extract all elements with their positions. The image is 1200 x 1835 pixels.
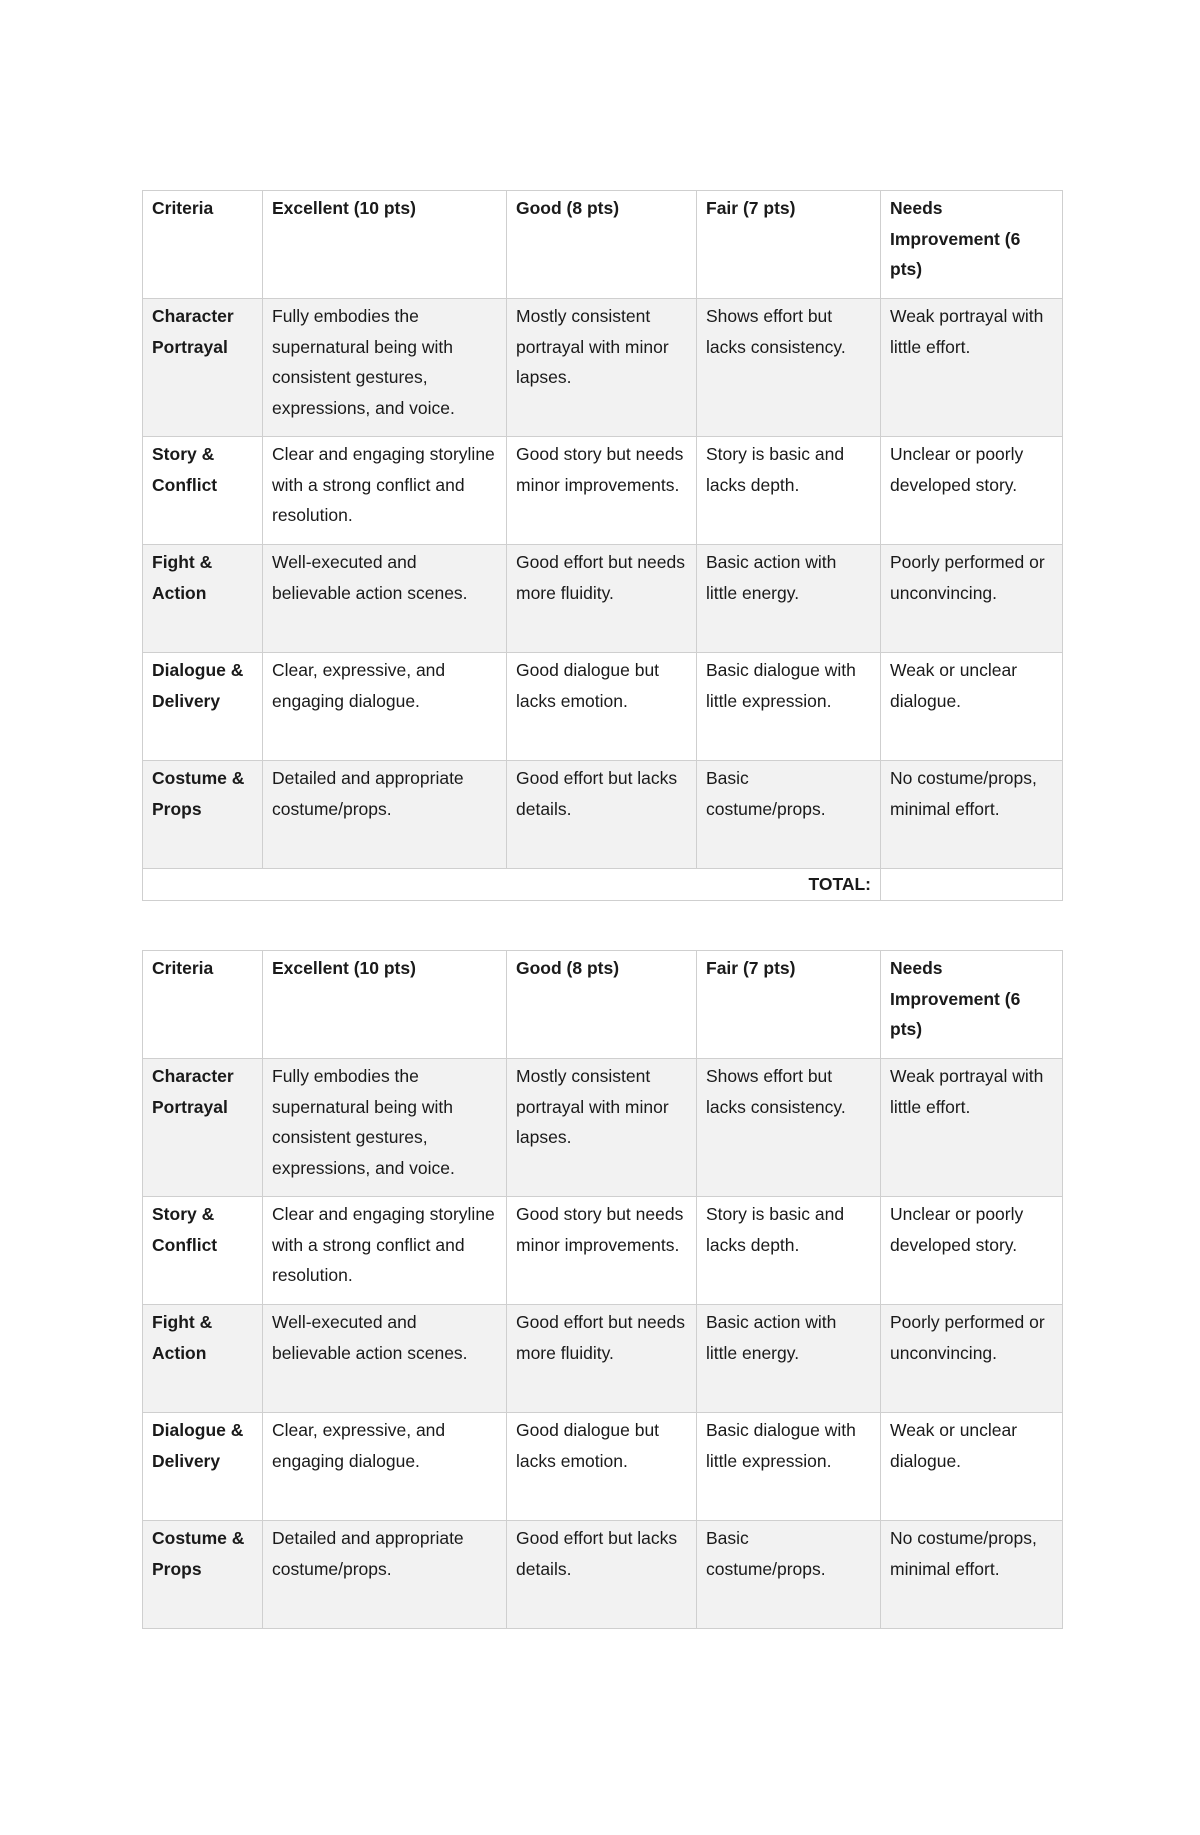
criteria-cell: Fight & Action bbox=[143, 1305, 263, 1413]
table-row bbox=[143, 653, 1063, 761]
needs-cell: Weak portrayal with little effort. bbox=[881, 299, 1063, 437]
table-row bbox=[143, 1197, 1063, 1305]
good-cell: Good story but needs minor improvements. bbox=[507, 1197, 697, 1305]
table-row bbox=[143, 437, 1063, 545]
table-row bbox=[143, 545, 1063, 653]
total-value bbox=[881, 869, 1063, 901]
header-criteria: Criteria bbox=[143, 951, 263, 1059]
excellent-cell: Well-executed and believable action scenes. bbox=[263, 1305, 507, 1413]
table-row bbox=[143, 299, 1063, 437]
fair-cell: Basic dialogue with little expression. bbox=[697, 653, 881, 761]
excellent-cell: Fully embodies the supernatural being with consistent gestures, expressions, and voice. bbox=[263, 299, 507, 437]
fair-cell: Shows effort but lacks consistency. bbox=[697, 299, 881, 437]
header-criteria: Criteria bbox=[143, 191, 263, 299]
fair-cell: Basic costume/props. bbox=[697, 761, 881, 869]
needs-cell: Weak or unclear dialogue. bbox=[881, 1413, 1063, 1521]
good-cell: Good effort but needs more fluidity. bbox=[507, 1305, 697, 1413]
needs-cell: Weak portrayal with little effort. bbox=[881, 1059, 1063, 1197]
needs-cell: No costume/props, minimal effort. bbox=[881, 1521, 1063, 1629]
fair-cell: Story is basic and lacks depth. bbox=[697, 437, 881, 545]
fair-cell: Basic action with little energy. bbox=[697, 545, 881, 653]
table-row bbox=[143, 761, 1063, 869]
needs-cell: Poorly performed or unconvincing. bbox=[881, 1305, 1063, 1413]
header-excellent: Excellent (10 pts) bbox=[263, 191, 507, 299]
fair-cell: Shows effort but lacks consistency. bbox=[697, 1059, 881, 1197]
fair-cell: Basic dialogue with little expression. bbox=[697, 1413, 881, 1521]
needs-cell: Weak or unclear dialogue. bbox=[881, 653, 1063, 761]
header-needs-improvement: Needs Improvement (6 pts) bbox=[881, 191, 1063, 299]
needs-cell: Unclear or poorly developed story. bbox=[881, 1197, 1063, 1305]
criteria-cell: Dialogue & Delivery bbox=[143, 653, 263, 761]
excellent-cell: Clear and engaging storyline with a strong conflict and resolution. bbox=[263, 437, 507, 545]
table-row bbox=[143, 1059, 1063, 1197]
excellent-cell: Clear, expressive, and engaging dialogue. bbox=[263, 1413, 507, 1521]
header-excellent: Excellent (10 pts) bbox=[263, 951, 507, 1059]
criteria-cell: Fight & Action bbox=[143, 545, 263, 653]
needs-cell: Poorly performed or unconvincing. bbox=[881, 545, 1063, 653]
good-cell: Mostly consistent portrayal with minor lapses. bbox=[507, 299, 697, 437]
header-needs-improvement: Needs Improvement (6 pts) bbox=[881, 951, 1063, 1059]
criteria-cell: Character Portrayal bbox=[143, 1059, 263, 1197]
header-good: Good (8 pts) bbox=[507, 191, 697, 299]
rubric-table-1 bbox=[142, 190, 1063, 901]
excellent-cell: Clear and engaging storyline with a strong conflict and resolution. bbox=[263, 1197, 507, 1305]
header-row bbox=[143, 191, 1063, 299]
criteria-cell: Character Portrayal bbox=[143, 299, 263, 437]
table-row bbox=[143, 1305, 1063, 1413]
criteria-cell: Story & Conflict bbox=[143, 1197, 263, 1305]
rubric-table-2 bbox=[142, 950, 1063, 1629]
table-row bbox=[143, 1413, 1063, 1521]
good-cell: Good dialogue but lacks emotion. bbox=[507, 1413, 697, 1521]
total-label: TOTAL: bbox=[143, 869, 881, 901]
good-cell: Good dialogue but lacks emotion. bbox=[507, 653, 697, 761]
good-cell: Mostly consistent portrayal with minor lapses. bbox=[507, 1059, 697, 1197]
fair-cell: Basic action with little energy. bbox=[697, 1305, 881, 1413]
criteria-cell: Story & Conflict bbox=[143, 437, 263, 545]
criteria-cell: Costume & Props bbox=[143, 761, 263, 869]
header-row bbox=[143, 951, 1063, 1059]
good-cell: Good story but needs minor improvements. bbox=[507, 437, 697, 545]
excellent-cell: Detailed and appropriate costume/props. bbox=[263, 761, 507, 869]
excellent-cell: Well-executed and believable action scenes. bbox=[263, 545, 507, 653]
needs-cell: No costume/props, minimal effort. bbox=[881, 761, 1063, 869]
good-cell: Good effort but lacks details. bbox=[507, 761, 697, 869]
header-fair: Fair (7 pts) bbox=[697, 951, 881, 1059]
excellent-cell: Detailed and appropriate costume/props. bbox=[263, 1521, 507, 1629]
excellent-cell: Clear, expressive, and engaging dialogue. bbox=[263, 653, 507, 761]
needs-cell: Unclear or poorly developed story. bbox=[881, 437, 1063, 545]
total-row bbox=[143, 869, 1063, 901]
good-cell: Good effort but lacks details. bbox=[507, 1521, 697, 1629]
excellent-cell: Fully embodies the supernatural being with consistent gestures, expressions, and voice. bbox=[263, 1059, 507, 1197]
fair-cell: Basic costume/props. bbox=[697, 1521, 881, 1629]
fair-cell: Story is basic and lacks depth. bbox=[697, 1197, 881, 1305]
good-cell: Good effort but needs more fluidity. bbox=[507, 545, 697, 653]
header-good: Good (8 pts) bbox=[507, 951, 697, 1059]
criteria-cell: Dialogue & Delivery bbox=[143, 1413, 263, 1521]
criteria-cell: Costume & Props bbox=[143, 1521, 263, 1629]
table-row bbox=[143, 1521, 1063, 1629]
header-fair: Fair (7 pts) bbox=[697, 191, 881, 299]
